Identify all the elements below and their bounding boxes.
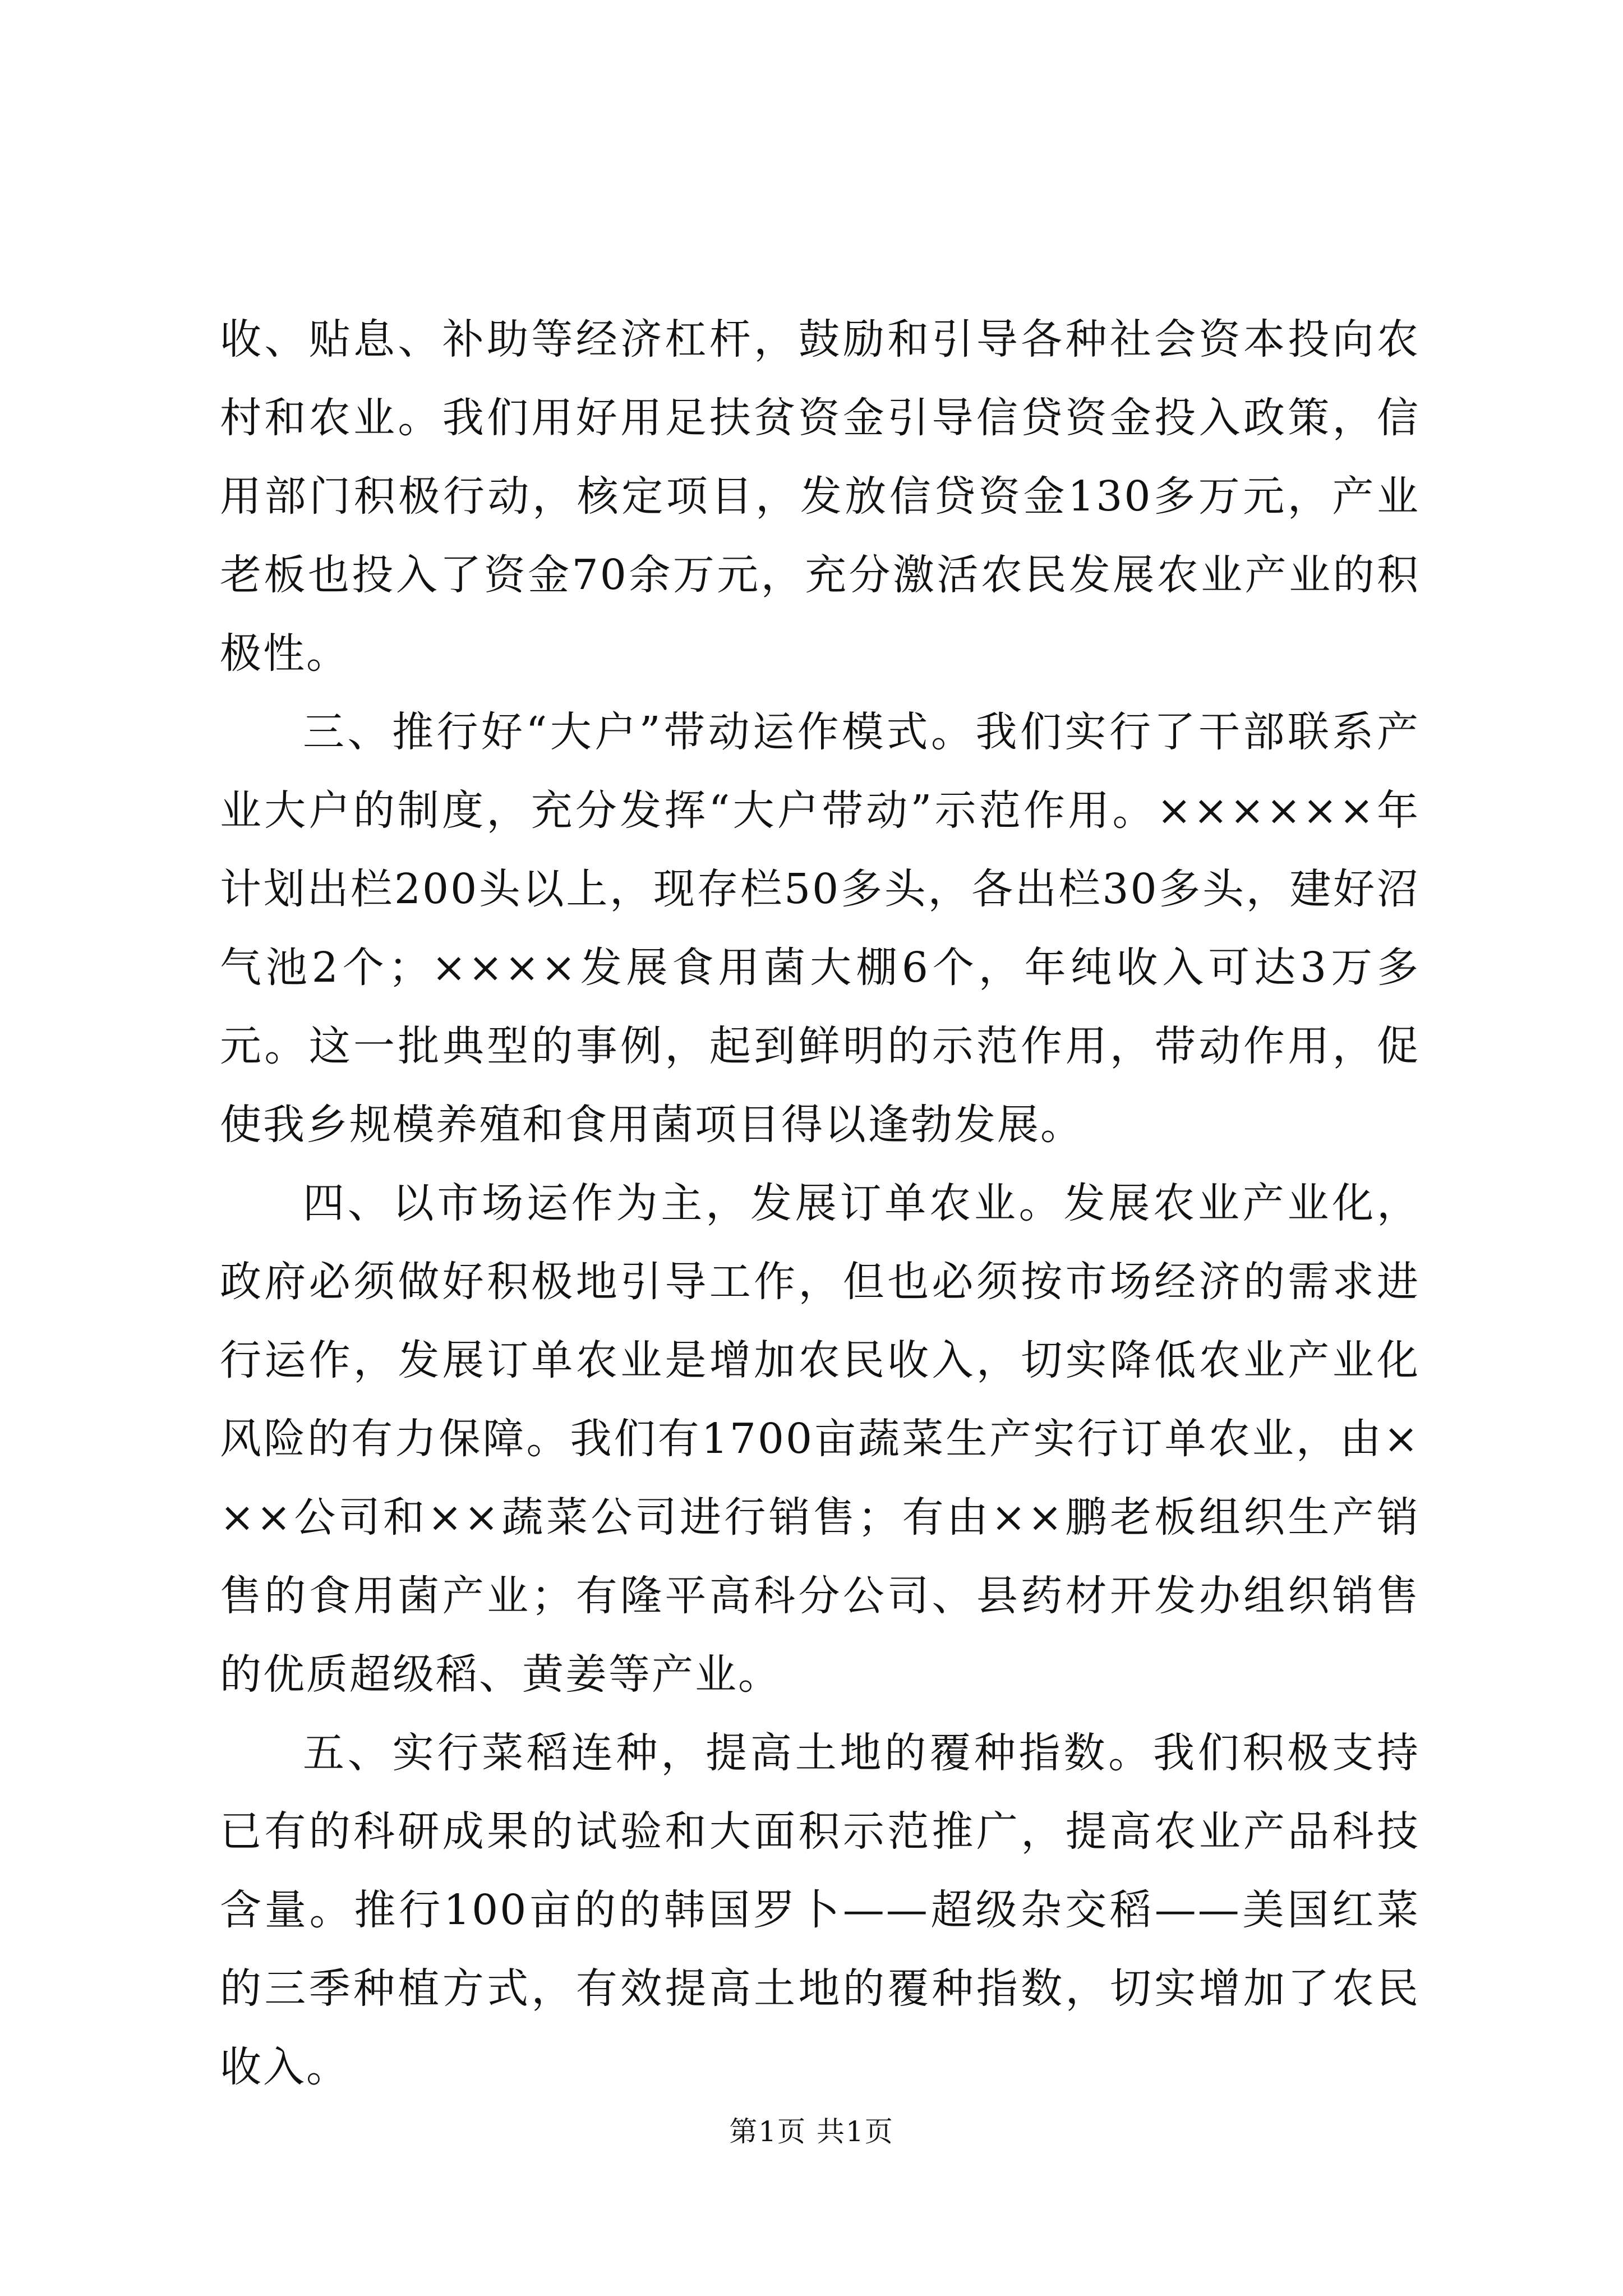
paragraph-section-five: 五、实行菜稻连种，提高土地的覆种指数。我们积极支持已有的科研成果的试验和大面积示范推广，提高农业产品科技含量。推行100亩的的韩国罗卜——超级杂交稻——美国红菜的三季种植方式，有效提高土地的覆种指数，切实增加了农民收入。 <box>220 1729 1420 2091</box>
paragraph-section-three: 三、推行好“大户”带动运作模式。我们实行了干部联系产业大户的制度，充分发挥“大户带动”示范作用。××××××年计划出栏200头以上，现存栏50多头，各出栏30多头，建好沼气池2个；××××发展食用菌大棚6个，年纯收入可达3万多元。这一批典型的事例，起到鲜明的示范作用，带动作用，促使我乡规模养殖和食用菌项目得以逢勃发展。 <box>220 708 1420 1149</box>
page-footer: 第1页 共1页 <box>729 2115 894 2148</box>
document-body <box>220 300 1420 2106</box>
paragraph-continuation: 收、贴息、补助等经济杠杆，鼓励和引导各种社会资本投向农村和农业。我们用好用足扶贫资金引导信贷资金投入政策，信用部门积极行动，核定项目，发放信贷资金130多万元，产业老板也投入了资金70余万元，充分激活农民发展农业产业的积极性。 <box>220 315 1420 678</box>
paragraph-section-four: 四、以市场运作为主，发展订单农业。发展农业产业化，政府必须做好积极地引导工作，但也必须按市场经济的需求进行运作，发展订单农业是增加农民收入，切实降低农业产业化风险的有力保障。我们有1700亩蔬菜生产实行订单农业，由×××公司和××蔬菜公司进行销售；有由××鹏老板组织生产销售的食用菌产业；有隆平高科分公司、县药材开发办组织销售的优质超级稻、黄姜等产业。 <box>220 1179 1420 1699</box>
